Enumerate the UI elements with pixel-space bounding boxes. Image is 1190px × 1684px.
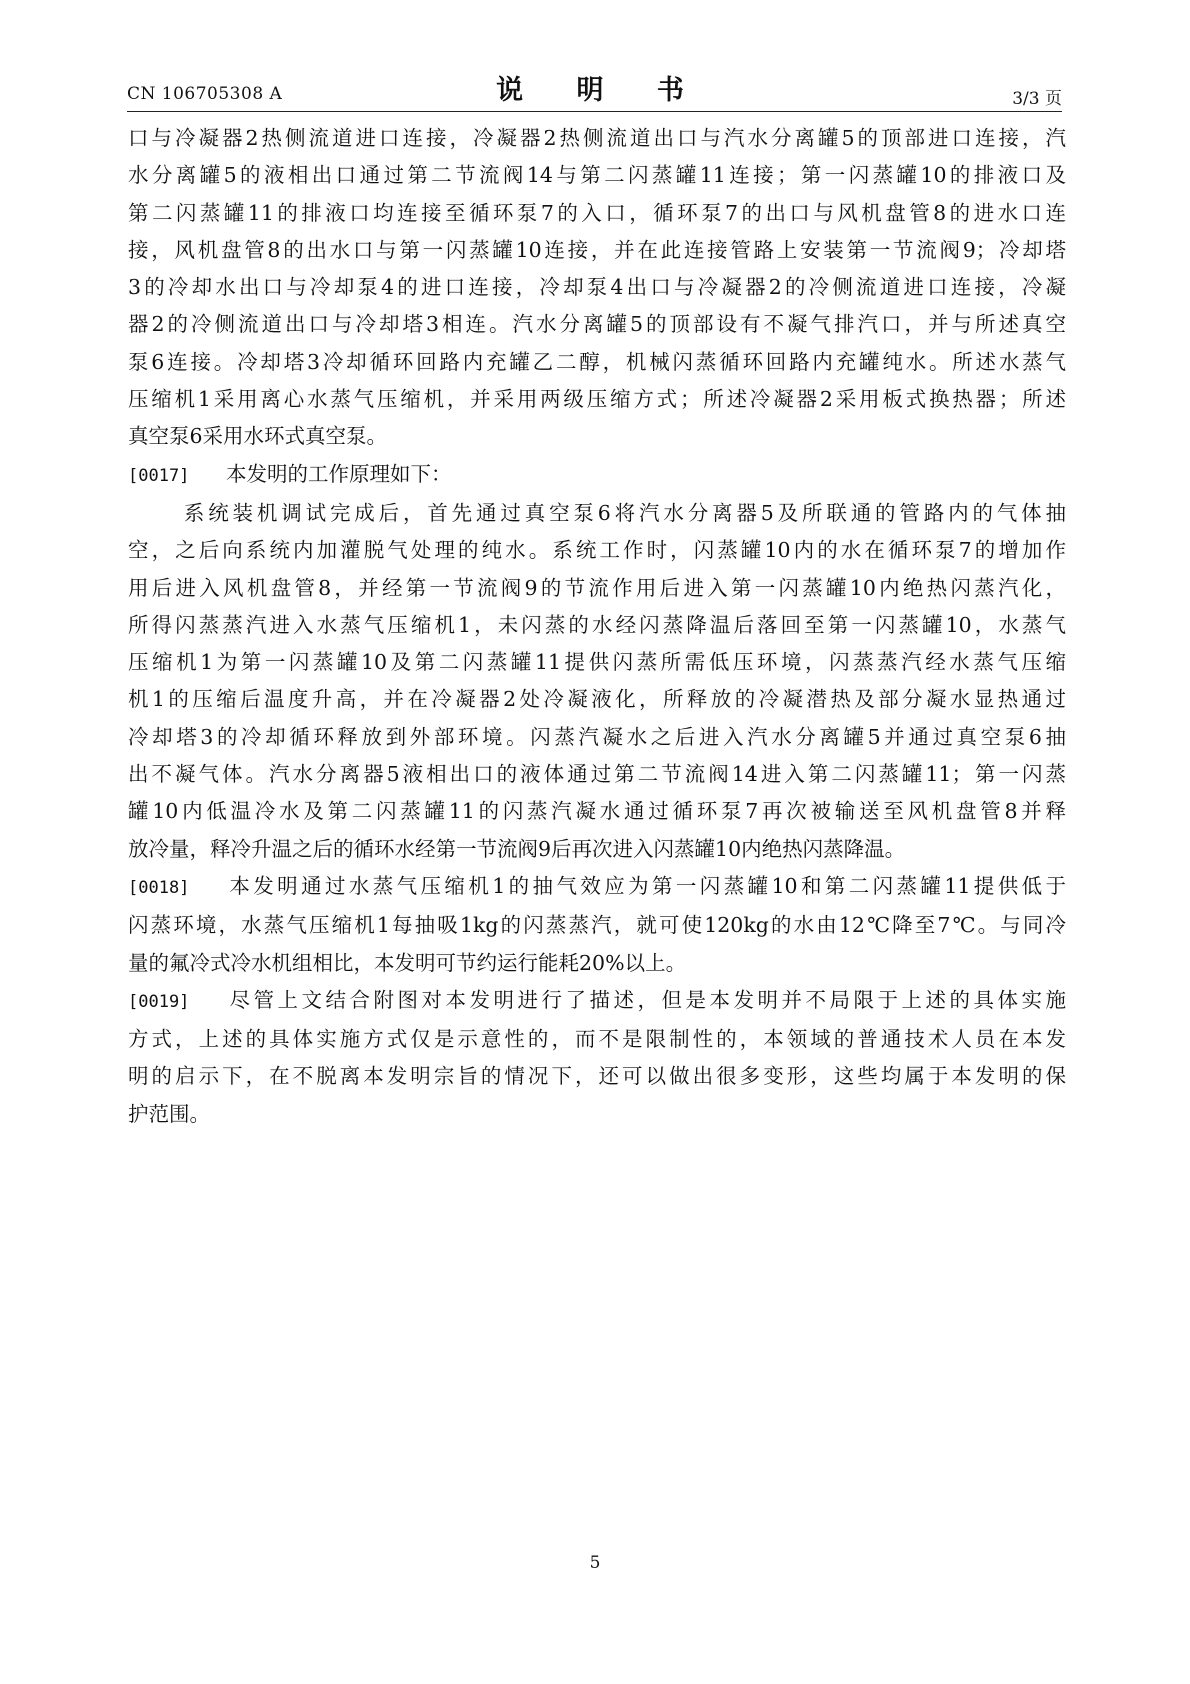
line-text: 器2的冷侧流道出口与冷却塔3相连。汽水分离罐5的顶部设有不凝气排汽口，并与所述真空 (128, 312, 1066, 337)
line-text: 空，之后向系统内加灌脱气处理的纯水。系统工作时，闪蒸罐10内的水在循环泵7的增加作 (128, 538, 1066, 563)
page-number: 5 (589, 1553, 601, 1573)
line-text: 罐10内低温冷水及第二闪蒸罐11的闪蒸汽凝水通过循环泵7再次被输送至风机盘管8并释 (128, 799, 1066, 824)
paragraph-line (128, 644, 1066, 681)
paragraph-line (128, 306, 1066, 343)
line-text: 用后进入风机盘管8，并经第一节流阀9的节流作用后进入第一闪蒸罐10内绝热闪蒸汽化， (128, 575, 1066, 600)
line-text: 口与冷凝器2热侧流道进口连接，冷凝器2热侧流道出口与汽水分离罐5的顶部进口连接，汽 (128, 126, 1066, 150)
paragraph-line (128, 1096, 1066, 1133)
line-text: 量的氟冷式冷水机组相比，本发明可节约运行能耗20%以上。 (128, 950, 687, 975)
paragraph-line (128, 681, 1066, 718)
line-text: 护范围。 (128, 1101, 210, 1126)
paragraph-number: [0019] (128, 991, 190, 1012)
patent-number: CN 106705308 A (127, 84, 283, 104)
paragraph-line (128, 1058, 1066, 1095)
page-count: 3/3 页 (1012, 89, 1062, 109)
paragraph-line (128, 120, 1066, 157)
line-text: 方式，上述的具体实施方式仅是示意性的，而不是限制性的，本领域的普通技术人员在本发 (128, 1027, 1066, 1052)
document-body (128, 120, 1066, 1133)
paragraph-line (128, 381, 1066, 418)
paragraph-line (128, 831, 1066, 868)
paragraph (128, 456, 1066, 495)
paragraph-line (128, 607, 1066, 644)
paragraph-line (128, 532, 1066, 569)
paragraph-number: [0018] (128, 877, 190, 898)
paragraph-line (128, 495, 1066, 532)
line-text: 闪蒸环境，水蒸气压缩机1每抽吸1kg的闪蒸蒸汽，就可使120kg的水由12℃降至7℃。与同冷 (128, 913, 1066, 938)
line-text: 压缩机1为第一闪蒸罐10及第二闪蒸罐11提供闪蒸所需低压环境，闪蒸蒸汽经水蒸气压缩 (128, 650, 1066, 675)
paragraph (128, 495, 1066, 868)
line-text: 压缩机1采用离心水蒸气压缩机，并采用两级压缩方式；所述冷凝器2采用板式换热器；所述 (128, 387, 1066, 412)
paragraph-line (128, 756, 1066, 793)
line-text: 明的启示下，在不脱离本发明宗旨的情况下，还可以做出很多变形，这些均属于本发明的保 (128, 1064, 1066, 1089)
line-text: 放冷量，释冷升温之后的循环水经第一节流阀9后再次进入闪蒸罐10内绝热闪蒸降温。 (128, 836, 906, 861)
paragraph-line (128, 456, 1066, 495)
line-text: 3的冷却水出口与冷却泵4的进口连接，冷却泵4出口与冷凝器2的冷侧流道进口连接，冷凝 (128, 275, 1066, 300)
header-divider (127, 111, 1062, 112)
paragraph (128, 120, 1066, 456)
line-text: 出不凝气体。汽水分离器5液相出口的液体通过第二节流阀14进入第二闪蒸罐11；第一闪蒸 (128, 762, 1066, 787)
line-text: 系统装机调试完成后，首先通过真空泵6将汽水分离器5及所联通的管路内的气体抽 (180, 500, 1066, 525)
line-text: 本发明通过水蒸气压缩机1的抽气效应为第一闪蒸罐10和第二闪蒸罐11提供低于 (226, 873, 1066, 898)
paragraph-line (128, 232, 1066, 269)
paragraph-line (128, 907, 1066, 944)
line-text: 本发明的工作原理如下： (226, 461, 452, 486)
line-text: 尽管上文结合附图对本发明进行了描述，但是本发明并不局限于上述的具体实施 (226, 987, 1066, 1012)
paragraph-line (128, 157, 1066, 194)
paragraph-line (128, 719, 1066, 756)
paragraph-line (128, 945, 1066, 982)
line-text: 接，风机盘管8的出水口与第一闪蒸罐10连接，并在此连接管路上安装第一节流阀9；冷却塔 (128, 237, 1066, 262)
paragraph-line (128, 195, 1066, 232)
line-text: 真空泵6采用水环式真空泵。 (128, 424, 388, 449)
paragraph-line (128, 793, 1066, 830)
line-text: 冷却塔3的冷却循环释放到外部环境。闪蒸汽凝水之后进入汽水分离罐5并通过真空泵6抽 (128, 724, 1066, 749)
line-text: 所得闪蒸蒸汽进入水蒸气压缩机1，未闪蒸的水经闪蒸降温后落回至第一闪蒸罐10，水蒸气 (128, 612, 1066, 637)
paragraph-line (128, 269, 1066, 306)
paragraph (128, 982, 1066, 1133)
paragraph-line (128, 570, 1066, 607)
line-text: 机1的压缩后温度升高，并在冷凝器2处冷凝液化，所释放的冷凝潜热及部分凝水显热通过 (128, 687, 1066, 712)
paragraph-line (128, 1021, 1066, 1058)
page-title: 说 明 书 (496, 75, 706, 106)
paragraph (128, 868, 1066, 982)
paragraph-number: [0017] (128, 465, 190, 486)
line-text: 泵6连接。冷却塔3冷却循环回路内充罐乙二醇，机械闪蒸循环回路内充罐纯水。所述水蒸气 (128, 349, 1066, 374)
paragraph-line (128, 418, 1066, 455)
line-text: 第二闪蒸罐11的排液口均连接至循环泵7的入口，循环泵7的出口与风机盘管8的进水口连 (128, 200, 1066, 225)
paragraph-line (128, 868, 1066, 907)
paragraph-line (128, 344, 1066, 381)
paragraph-line (128, 982, 1066, 1021)
line-text: 水分离罐5的液相出口通过第二节流阀14与第二闪蒸罐11连接；第一闪蒸罐10的排液口及 (128, 163, 1066, 188)
